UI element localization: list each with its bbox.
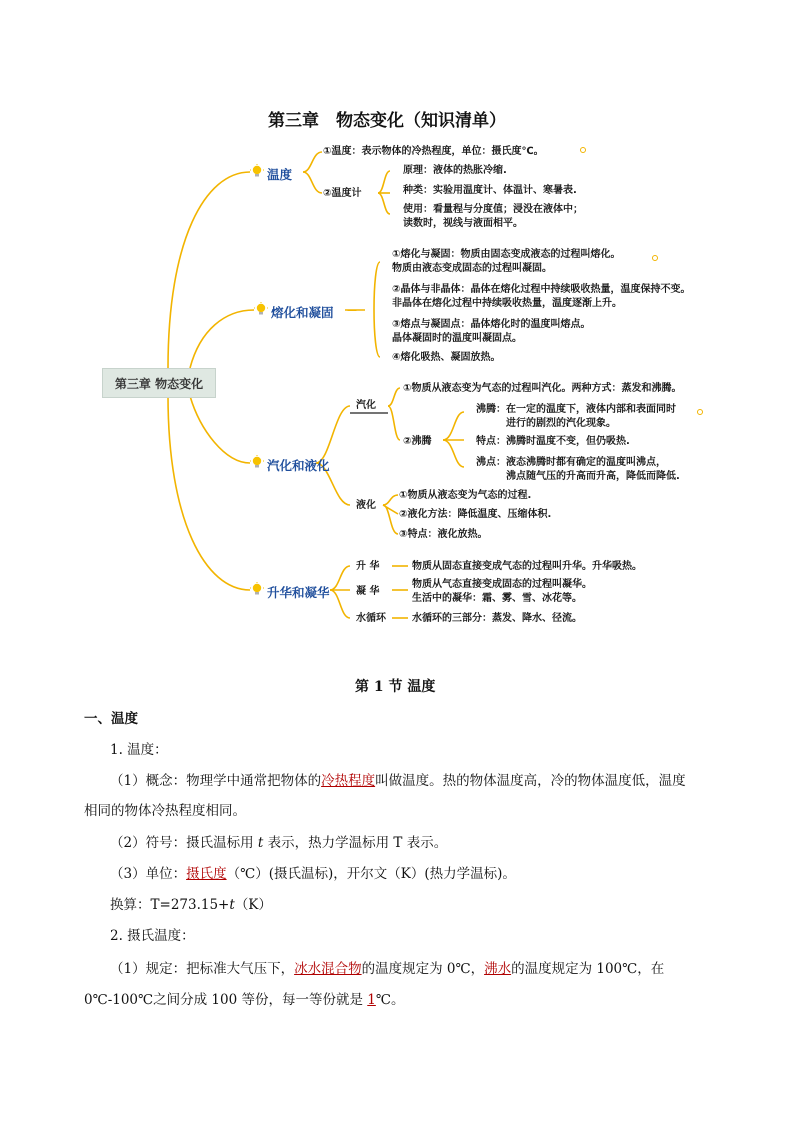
topic-temperature: 温度 [267, 167, 293, 182]
vaporization-definition: ①物质从液态变为气态的过程叫汽化。两种方式：蒸发和沸腾。 [403, 383, 682, 394]
topic-sublimation: 升华和凝华 [267, 585, 330, 600]
paragraph: （3）单位：摄氏度（℃）(摄氏温标)，开尔文（K）(热力学温标)。 [110, 866, 516, 882]
liquefaction-line: ①物质从液态变为气态的过程. [399, 490, 532, 501]
boiling-line: 特点：沸腾时温度不变，但仍吸热. [476, 436, 630, 447]
underlined-term: 冰水混合物 [294, 961, 362, 977]
lightbulb-icon [250, 455, 264, 469]
deposition-line: 物质从气态直接变成固态的过程叫凝华。 [412, 579, 592, 590]
paragraph: （1）规定：把标准大气压下，冰水混合物的温度规定为 0℃，沸水的温度规定为 100℃，在 [110, 961, 665, 977]
deposition-line: 生活中的凝华：霜、雾、雪、冰花等。 [412, 593, 582, 604]
topic-melting: 熔化和凝固 [271, 305, 334, 320]
water-cycle-label: 水循环 [356, 613, 386, 624]
page-title: 第三章 物态变化（知识清单） [268, 111, 506, 131]
boiling-label: ②沸腾 [403, 436, 432, 447]
boiling-line: 沸点：液态沸腾时都有确定的温度叫沸点， [476, 457, 666, 468]
thermo-principle: 原理：液体的热胀冷缩. [403, 165, 507, 176]
liquefaction-line: ②液化方法：降低温度、压缩体积. [399, 509, 552, 520]
melting-line: 晶体凝固时的温度叫凝固点。 [392, 333, 522, 344]
melting-line: ①熔化与凝固：物质由固态变成液态的过程叫熔化。 [392, 249, 621, 260]
section-title: 第 1 节 温度 [355, 679, 436, 695]
vaporization-label: 汽化 [356, 400, 376, 411]
topic-vaporization: 汽化和液化 [267, 458, 330, 473]
lightbulb-icon [250, 582, 264, 596]
water-cycle-line: 水循环的三部分：蒸发、降水、径流。 [412, 613, 582, 624]
formula: 换算：T=273.15+t（K） [110, 897, 272, 913]
underlined-term: 摄氏度 [186, 866, 227, 882]
thermometer-label: ②温度计 [323, 188, 362, 199]
section-heading: 一、温度 [84, 711, 138, 727]
item-heading: 2. 摄氏温度： [110, 928, 195, 944]
melting-line: ③熔点与凝固点：晶体熔化时的温度叫熔点。 [392, 319, 591, 330]
melting-arrow: — [347, 305, 357, 316]
melting-line: 物质由液态变成固态的过程叫凝固。 [392, 263, 552, 274]
boiling-line: 进行的剧烈的汽化现象。 [506, 418, 616, 429]
boiling-line: 沸点随气压的升高而升高，降低而降低. [506, 471, 680, 482]
paragraph: （2）符号：摄氏温标用 t 表示，热力学温标用 T 表示。 [110, 835, 448, 851]
lightbulb-icon [250, 164, 264, 178]
liquefaction-line: ③特点：液化放热。 [399, 529, 488, 540]
boiling-line: 沸腾：在一定的温度下，液体内部和表面同时 [476, 404, 676, 415]
liquefaction-label: 液化 [356, 500, 376, 511]
thermo-reading: 读数时，视线与液面相平。 [403, 218, 523, 229]
sublimation-label: 升 华 [356, 561, 380, 572]
thermo-types: 种类：实验用温度计、体温计、寒暑表. [403, 185, 577, 196]
mindmap-center: 第三章 物态变化 [102, 368, 216, 398]
melting-line: ②晶体与非晶体：晶体在熔化过程中持续吸收热量，温度保持不变。 [392, 284, 691, 295]
melting-line: ④熔化吸热、凝固放热。 [392, 352, 501, 363]
lightbulb-icon [254, 302, 268, 316]
melting-line: 非晶体在熔化过程中持续吸收热量，温度逐渐上升。 [392, 298, 622, 309]
underlined-term: 冷热程度 [321, 773, 376, 789]
underlined-term: 沸水 [484, 961, 512, 977]
paragraph: （1）概念：物理学中通常把物体的冷热程度叫做温度。热的物体温度高，冷的物体温度低，温度 [110, 773, 686, 789]
item-heading: 1. 温度： [110, 742, 168, 758]
underlined-term: 1 [367, 992, 376, 1008]
temp-definition: ①温度：表示物体的冷热程度，单位：摄氏度℃。 [323, 146, 544, 157]
sublimation-line: 物质从固态直接变成气态的过程叫升华。升华吸热。 [412, 561, 642, 572]
thermo-use: 使用：看量程与分度值；浸没在液体中； [403, 204, 583, 215]
paragraph: 相同的物体冷热程度相同。 [84, 803, 246, 819]
deposition-label: 凝 华 [356, 586, 380, 597]
paragraph: 0℃-100℃之间分成 100 等份，每一等份就是 1℃。 [84, 992, 405, 1008]
